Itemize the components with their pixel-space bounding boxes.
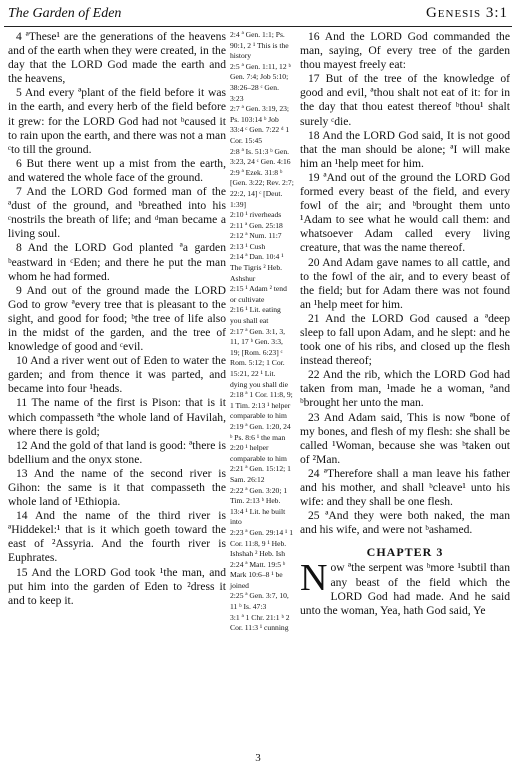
verse-2-4: 4 ªThese¹ are the generations of the heavens and of the earth when they were created, in the day that the LORD God made the earth and the heavens, xyxy=(8,30,226,86)
cross-ref-3-1: 3:1 ª 1 Chr. 21:1 ᵇ 2 Cor. 11:3 ¹ cunning xyxy=(230,612,290,633)
cross-ref-2-4: 2:4 ª Gen. 1:1; Ps. 90:1, 2 ¹ This is the history xyxy=(230,30,289,61)
cross-ref-2-15: 2:15 ¹ Adam ² tend or cultivate xyxy=(230,284,287,304)
cross-ref-2-7: 2:7 ª Gen. 3:19, 23; Ps. 103:14 ᵇ Job 33:4 ᶜ Gen. 7:22 ᵈ 1 Cor. 15:45 xyxy=(230,104,290,145)
verse-2-7: 7 And the LORD God formed man of the ªdust of the ground, and ᵇbreathed into his ᶜnostrils the breath of life; and ᵈman became a living soul. xyxy=(8,185,226,241)
verse-2-17: 17 But of the tree of the knowledge of good and evil, ªthou shalt not eat of it: for in the day that thou eatest thereof ᵇthou¹ shalt surely ᶜdie. xyxy=(300,72,510,128)
verse-2-22: 22 And the rib, which the LORD God had taken from man, ¹made he a woman, ªand ᵇbrought her unto the man. xyxy=(300,368,510,410)
verse-2-23: 23 And Adam said, This is now ªbone of my bones, and flesh of my flesh: she shall be called ¹Woman, because she was ᵇtaken out of ²Man. xyxy=(300,410,510,466)
cross-ref-2-16: 2:16 ¹ Lit. eating you shall eat xyxy=(230,305,281,326)
cross-ref-2-11: 2:11 ª Gen. 25:18 xyxy=(230,220,283,230)
verse-2-12: 12 And the gold of that land is good: ªthere is bdellium and the onyx stone. xyxy=(8,438,226,466)
cross-ref-2-20: 2:20 ¹ helper comparable to him xyxy=(230,443,287,463)
running-header xyxy=(8,4,508,26)
cross-ref-2-25: 2:25 ª Gen. 3:7, 10, 11 ᵇ Is. 47:3 xyxy=(230,591,289,612)
cross-ref-2-24: 2:24 ª Matt. 19:5 ᵇ Mark 10:6–8 ¹ be joined xyxy=(230,559,286,590)
cross-ref-2-21: 2:21 ª Gen. 15:12; 1 Sam. 26:12 xyxy=(230,464,291,484)
verse-2-8: 8 And the LORD God planted ªa garden ᵇeastward in ᶜEden; and there he put the man whom he had formed. xyxy=(8,241,226,283)
cross-ref-2-17: 2:17 ª Gen. 3:1, 3, 11, 17 ᵇ Gen. 3:3, 19; [Rom. 6:23] ᶜ Rom. 5:12; 1 Cor. 15:21, 22 ¹ Lit. dying you shall die xyxy=(230,326,289,389)
cross-ref-2-13: 2:13 ¹ Cush xyxy=(230,241,266,251)
verse-2-6: 6 But there went up a mist from the earth, and watered the whole face of the ground. xyxy=(8,156,226,184)
section-title: The Garden of Eden xyxy=(8,6,122,21)
page-number: 3 xyxy=(255,752,261,764)
cross-ref-2-14: 2:14 ª Dan. 10:4 ¹ The Tigris ² Heb. Ashshur xyxy=(230,252,284,283)
verse-2-14: 14 And the name of the third river is ªHiddekel:¹ that is it which goeth toward the east of ²Assyria. And the fourth river is Euphrates. xyxy=(8,509,226,565)
left-text-column xyxy=(8,30,226,608)
verse-2-24: 24 ªTherefore shall a man leave his father and his mother, and shall ᵇcleave¹ unto his wife: and they shall be one flesh. xyxy=(300,466,510,509)
cross-ref-2-22: 2:22 ª Gen. 3:20; 1 Tim. 2:13 ᵇ Heb. 13:4 ¹ Lit. he built into xyxy=(230,485,288,527)
cross-ref-2-10: 2:10 ¹ riverheads xyxy=(230,210,282,220)
cross-ref-2-19: 2:19 ª Gen. 1:20, 24 ᵇ Ps. 8:6 ¹ the man xyxy=(230,421,291,442)
verse-2-10: 10 And a river went out of Eden to water the garden; and from thence it was parted, and became into four ¹heads. xyxy=(8,354,226,396)
cross-ref-2-8: 2:8 ª Is. 51:3 ᵇ Gen. 3:23, 24 ᶜ Gen. 4:16 xyxy=(230,146,291,167)
cross-ref-2-18: 2:18 ª 1 Cor. 11:8, 9; 1 Tim. 2:13 ¹ helper comparable to him xyxy=(230,390,293,421)
verse-3-1-text: ow ªthe serpent was ᵇmore ¹subtil than any beast of the field which the LORD God had made. And he said unto the woman, Yea, hath God said, Ye xyxy=(300,561,510,617)
verse-2-11: 11 The name of the first is Pison: that is it which compasseth ªthe whole land of Havilah, where there is gold; xyxy=(8,396,226,438)
verse-2-19: 19 ªAnd out of the ground the LORD God formed every beast of the field, and every fowl of the air; and ᵇbrought them unto ¹Adam to see what he would call them: and whatsoever Adam called every living creature, that was the name thereof. xyxy=(300,170,510,255)
chapter-heading: CHAPTER 3 xyxy=(366,545,444,560)
verse-2-18: 18 And the LORD God said, It is not good that the man should be alone; ªI will make him an ¹help meet for him. xyxy=(300,128,510,170)
verse-2-16: 16 And the LORD God commanded the man, saying, Of every tree of the garden thou mayest freely eat: xyxy=(300,30,510,72)
right-text-column xyxy=(300,30,510,618)
verse-3-1 xyxy=(300,557,510,617)
cross-ref-2-23: 2:23 ª Gen. 29:14 ¹ 1 Cor. 11:8, 9 ¹ Heb. Ishshah ² Heb. Ish xyxy=(230,527,294,559)
verse-2-15: 15 And the LORD God took ¹the man, and put him into the garden of Eden to ²dress it and to keep it. xyxy=(8,565,226,607)
header-rule xyxy=(4,26,512,27)
verse-2-5: 5 And every ªplant of the field before it was in the earth, and every herb of the field before it grew: for the LORD God had not ᵇcaused it to rain upon the earth, and there was not a man ᶜto till the ground. xyxy=(8,86,226,156)
verse-2-9: 9 And out of the ground made the LORD God to grow ªevery tree that is pleasant to the sight, and good for food; ᵇthe tree of life also in the midst of the garden, and the tree of knowledge of good and ᶜevil. xyxy=(8,283,226,354)
book-reference: Genesis 3:1 xyxy=(425,5,508,21)
verse-2-13: 13 And the name of the second river is Gihon: the same is it that compasseth the whole land of ¹Ethiopia. xyxy=(8,466,226,509)
cross-ref-2-9: 2:9 ª Ezek. 31:8 ᵇ [Gen. 3:22; Rev. 2:7; 22:2, 14] ᶜ [Deut. 1:39] xyxy=(230,167,294,209)
verse-2-21: 21 And the LORD God caused a ªdeep sleep to fall upon Adam, and he slept: and he took one of his ribs, and closed up the flesh instead thereof; xyxy=(300,311,510,368)
cross-ref-2-12: 2:12 ª Num. 11:7 xyxy=(230,231,282,241)
cross-ref-2-5: 2:5 ª Gen. 1:11, 12 ᵇ Gen. 7:4; Job 5:10; 38:26–28 ᶜ Gen. 3:23 xyxy=(230,61,291,103)
verse-2-20: 20 And Adam gave names to all cattle, and to the fowl of the air, and to every beast of the field; but for Adam there was not found an ¹help meet for him. xyxy=(300,255,510,311)
cross-reference-column xyxy=(230,30,294,634)
verse-2-25: 25 ªAnd they were both naked, the man and his wife, and were not ᵇashamed. xyxy=(300,509,510,537)
drop-cap: N xyxy=(300,557,328,600)
